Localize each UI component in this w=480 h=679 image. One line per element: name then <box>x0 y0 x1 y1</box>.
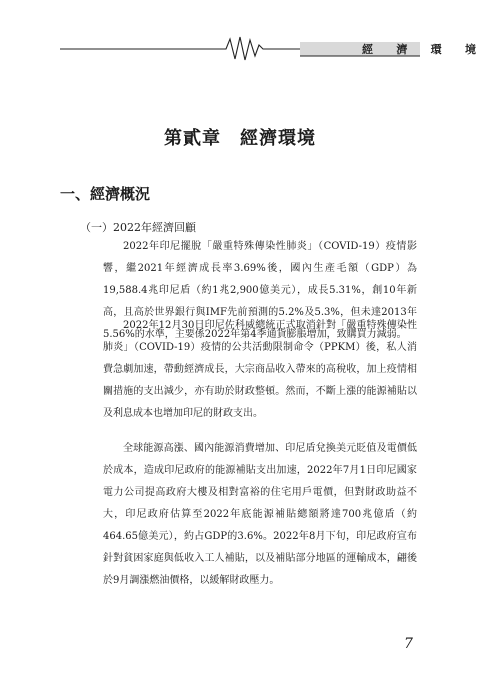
page-number: 7 <box>404 636 413 652</box>
running-header <box>60 32 476 62</box>
header-char: 經 <box>362 43 373 56</box>
header-char: 濟 <box>396 43 408 56</box>
header-char: 境 <box>464 43 476 56</box>
paragraph-2: 2022年12月30日印尼佐科威總統正式取消針對「嚴重特殊傳染性肺炎」（COVID-19）疫情的公共活動限制命令（PPKM）後，私人消費急劇加速，帶動經濟成長，大宗商品收入帶來的高稅收，加上疫情相關措施的支出減少，亦有助於財政整頓。然而，不斷上漲的能源補貼以及利息成本也增加印尼的財政支出。 <box>103 320 417 419</box>
header-label <box>362 41 476 57</box>
subsection-title: （一）2022年經濟回顧 <box>80 221 196 234</box>
chapter-title: 第貳章 經濟環境 <box>164 128 316 149</box>
header-char: 環 <box>430 43 442 56</box>
paragraph-3: 全球能源高漲、國內能源消費增加、印尼盾兌換美元貶值及電價低於成本，造成印尼政府的能源補貼支出加速，2022年7月1日印尼國家電力公司提高政府大樓及相對富裕的住宅用戶電價，但對財政助益不大，印尼政府估算至2022年底能源補貼總額將達700兆億盾（約464.65億美元），約占GDP的3.6%。2022年8月下旬，印尼政府宣布針對貧困家庭與低收入工人補貼，以及補貼部分地區的運輸成本，翩後於9月調漲燃油價格，以緩解財政壓力。 <box>103 443 417 586</box>
section-title: 一、經濟概況 <box>60 185 151 203</box>
paragraph-1: 2022年印尼擺脫「嚴重特殊傳染性肺炎」（COVID-19）疫情影響，繼2021年經濟成長率3.69%後，國內生產毛額（GDP）為19,588.4兆印尼盾（約1兆2,900億美元），成長5.31%，創10年新高，且高於世界銀行與IMF先前預測的5.2%及5.3%，但未達2013年5.56%的水準，主要係2022年第4季通貨膨脹增加，致購買力減弱。 <box>103 241 417 340</box>
